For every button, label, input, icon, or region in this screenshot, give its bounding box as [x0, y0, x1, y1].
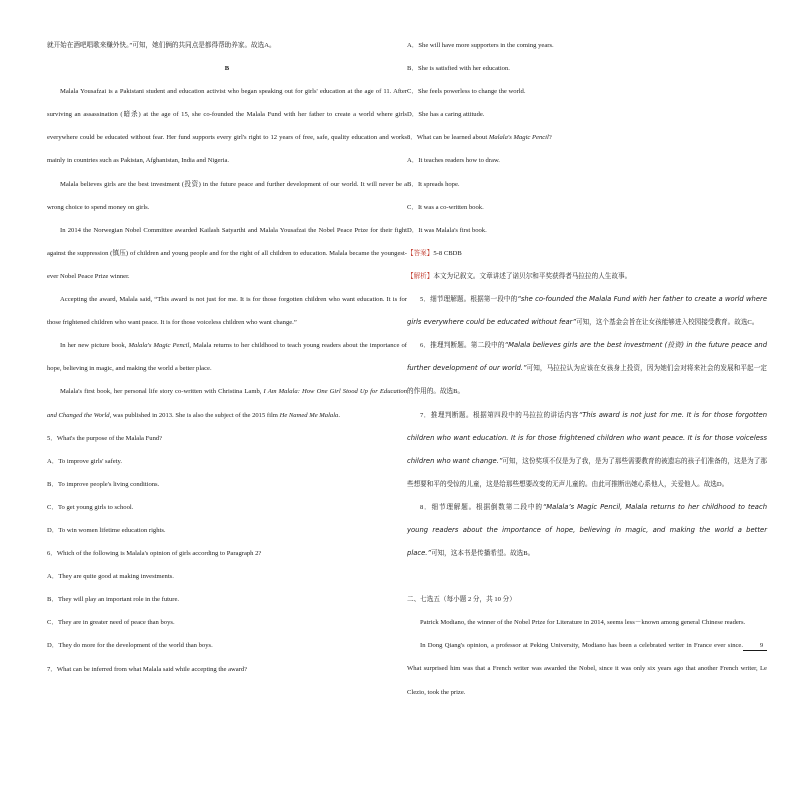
text-run: 5．细节理解题。根据第一段中的 [420, 296, 518, 304]
analysis-line [407, 265, 767, 288]
question-stem [407, 126, 767, 149]
text-run: 7．推理判断题。根据第四段中的马拉拉的讲话内容 [420, 411, 579, 419]
explanation-8 [407, 496, 767, 565]
option: A．To improve girls' safety. [47, 457, 123, 465]
answer-text: 5-8 CBDB [433, 249, 462, 257]
option: A．She will have more supporters in the coming years. [407, 42, 554, 49]
section-heading: 二、七选五（每小题 2 分，共 10 分） [407, 596, 516, 604]
quoted-text: “Malala believes girls are the best investment (投资) in the future peace and further development of our world.” [407, 341, 768, 373]
passage-paragraph: Patrick Modiano, the winner of the Nobel Prize for Literature in 2014, seems less－known among general Chinese readers. [420, 619, 746, 627]
question-stem: 5．What's the purpose of the Malala Fund? [47, 434, 163, 442]
left-column [47, 34, 407, 681]
analysis-tag: 【解析】 [407, 272, 434, 280]
explanation-7 [407, 404, 767, 496]
answer-line [407, 242, 767, 265]
right-column [407, 34, 767, 704]
text-run: ? [548, 134, 552, 142]
option: B．It spreads hope. [407, 180, 460, 188]
option: A．They are quite good at making investments. [47, 573, 174, 581]
text-run: 8．What can be learned about [407, 134, 489, 142]
film-title: He Named Me Malala [279, 411, 339, 419]
text-run: 可知，这本书是传播希望。故选B。 [430, 550, 535, 558]
text-run: 可知，马拉拉认为应该在女孩身上投资，因为她们会对将来社会的发展和平起一定的作用的。故选B。 [407, 365, 767, 396]
option: A．It teaches readers how to draw. [407, 157, 500, 165]
option: D．It was Malala's first book. [407, 226, 487, 234]
option: B．She is satisfied with her education. [407, 65, 510, 73]
text-run: 可知，这个基金会旨在让女孩能够进入校园接受教育。故选C。 [576, 319, 759, 327]
question-stem: 6．Which of the following is Malala's opinion of girls according to Paragraph 2? [47, 550, 262, 558]
text-run: . [338, 411, 340, 419]
passage-paragraph: Accepting the award, Malala said, “This award is not just for me. It is for those forgotten children who want education. It is for those frightened children who want peace. It is for those voiceless children who want change.” [47, 296, 407, 327]
analysis-text: 本文为记叙文。文章讲述了诺贝尔和平奖获得者马拉拉的人生故事。 [433, 272, 632, 280]
quoted-text: “she co-founded the Malala Fund with her father to create a world where girls everywhere could be educated without fear” [407, 295, 767, 327]
option: B．They will play an important role in the future. [47, 596, 180, 604]
text-run: 可知，这份奖项不仅是为了我，是为了那些需要教育的被遗忘的孩子们准备的，这是为了那些想要和平的受惊的儿童，这是给那些想要改变的无声儿童的。由此可推断出她心系他人，关爱他人。故选D。 [407, 457, 767, 488]
option: C．They are in greater need of peace than boys. [47, 619, 175, 627]
passage-paragraph [47, 380, 407, 426]
text-run: In Dong Qiang's opinion, a professor at Peking University, Modiano has been a celebrated writer in France ever since. [420, 642, 743, 650]
explanation-5 [407, 288, 767, 334]
option: D．She has a caring attitude. [407, 111, 485, 119]
passage-paragraph [47, 334, 407, 380]
passage-paragraph: Malala believes girls are the best investment (投资) in the future peace and further development of our world. It will never be a wrong choice to spend money on girls. [47, 180, 407, 211]
passage-paragraph: Malala Yousafzai is a Pakistani student and education activist who began speaking out for girls' education at the age of 11. After surviving an assassination (暗杀) at the age of 15, she co-founded the Malala Fund with her father to create a world where girls everywhere could be educated without fear. Her fund supports every girl's right to 12 years of free, safe, quality education and works mainly in countries such as Pakistan, Afghanistan, India and Nigeria. [47, 88, 407, 165]
text-run: , was published in 2013. She is also the subject of the 2015 film [109, 411, 280, 419]
option: D．They do more for the development of the world than boys. [47, 642, 213, 650]
text-run: In her new picture book, [60, 342, 129, 350]
book-title: I Am Malala: How One Girl Stood Up for Education and Changed the World [47, 388, 407, 419]
explanation-6 [407, 334, 767, 403]
book-title: Malala's Magic Pencil [488, 134, 549, 142]
option: C．It was a co-written book. [407, 203, 484, 211]
quoted-text: “This award is not just for me. It is for those forgotten children who want education. It is for those frightened children who want peace. It is for those voiceless children who want change.” [407, 410, 768, 465]
question-stem: 7．What can be inferred from what Malala said while accepting the award? [47, 665, 248, 673]
blank-9: 9 [743, 643, 767, 651]
passage-paragraph [407, 634, 767, 703]
quoted-text: “Malala’s Magic Pencil, Malala returns to her childhood to teach young readers about the importance of hope, believing in magic, and making the world a better place.” [407, 502, 768, 558]
text-run: , Malala returns to her childhood to teach young readers about the importance of hope, believing in magic, and making the world a better place. [47, 342, 407, 373]
text-run: Malala's first book, her personal life story co-written with Christina Lamb, [60, 388, 264, 396]
passage-paragraph: In 2014 the Norwegian Nobel Committee awarded Kailash Satyarthi and Malala Yousafzai the Nobel Peace Prize for their fight against the suppression (镇压) of children and young people and for the right of all children to education. Malala became the youngest-ever Nobel Peace Prize winner. [47, 226, 407, 280]
text-run: 8．细节理解题。根据倒数第二段中的 [420, 503, 543, 511]
section-letter: B [224, 65, 230, 73]
option: C．To get young girls to school. [47, 503, 134, 511]
spacer [407, 565, 767, 588]
option: D．To win women lifetime education rights. [47, 526, 166, 534]
option: C．She feels powerless to change the world. [407, 88, 526, 96]
option: B．To improve people's living conditions. [47, 480, 160, 488]
book-title: Malala's Magic Pencil [128, 342, 190, 350]
text-run: What surprised him was that a French writer was awarded the Nobel, since it was only six years ago that another French writer, Le Clezio, took the prize. [407, 665, 767, 696]
text-run: 6．推理判断题。第二段中的 [420, 342, 505, 350]
answer-tag: 【答案】 [407, 249, 434, 257]
carryover-line: 就开始在酒吧唱歌来赚外快。”可知，她们俩的共同点是都得帮助养家。故选A。 [47, 42, 276, 49]
